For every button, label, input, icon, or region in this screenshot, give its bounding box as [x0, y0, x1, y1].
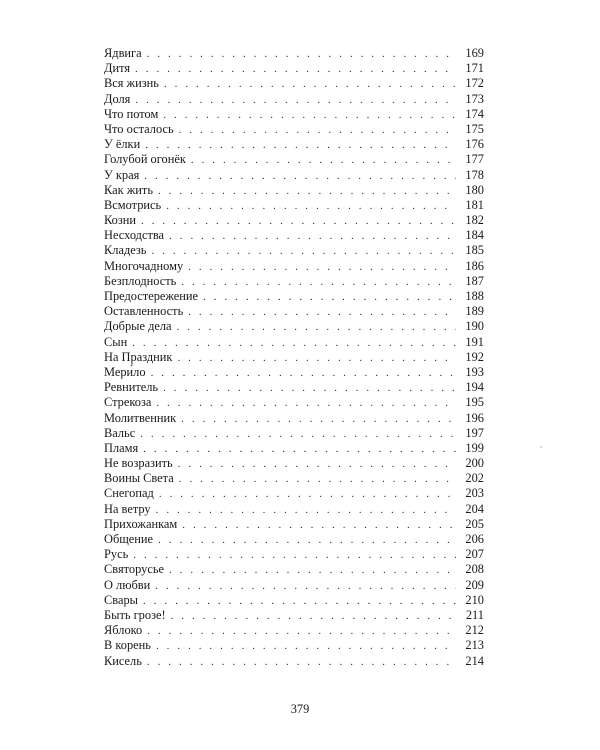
- toc-entry: [104, 471, 484, 486]
- toc-entry-title: Предостережение: [104, 289, 199, 303]
- toc-dot-leader: [164, 77, 456, 92]
- toc-entry-page-number: 181: [465, 197, 484, 212]
- toc-entry: [104, 365, 484, 380]
- toc-dot-leader: [151, 366, 456, 381]
- toc-dot-leader: [145, 138, 456, 153]
- toc-entry-title: Воины Света: [104, 471, 174, 486]
- toc-entry: [104, 61, 484, 76]
- toc-entry-title: На Праздник: [104, 349, 173, 364]
- toc-entry-page-number: 205: [465, 516, 484, 531]
- toc-entry-page-number: 209: [465, 577, 484, 592]
- toc-entry-title: Вся жизнь: [104, 76, 159, 91]
- toc-entry: [104, 76, 484, 91]
- toc-dot-leader: [151, 244, 456, 259]
- toc-entry-title: Снегопад: [104, 486, 154, 501]
- toc-dot-leader: [141, 214, 456, 229]
- toc-entry: [104, 350, 484, 365]
- toc-entry: [104, 304, 484, 319]
- toc-entry-page-number: 184: [465, 228, 484, 243]
- toc-dot-leader: [135, 93, 456, 108]
- toc-entry-page-number: 208: [465, 562, 484, 577]
- toc-entry-title: Несходства: [104, 228, 165, 243]
- toc-dot-leader: [181, 412, 456, 427]
- toc-entry-page-number: 211: [465, 607, 484, 622]
- toc-entry-page-number: 199: [465, 440, 484, 455]
- paper-speck: [540, 446, 542, 448]
- toc-entry: [104, 562, 484, 577]
- toc-entry-page-number: 185: [465, 243, 484, 258]
- toc-dot-leader: [188, 260, 456, 275]
- toc-entry-title: Святорусье: [104, 562, 164, 577]
- toc-entry-page-number: 193: [465, 364, 484, 379]
- toc-entry-title: Ядвига: [104, 46, 142, 60]
- toc-dot-leader: [178, 457, 456, 472]
- toc-entry-page-number: 188: [465, 289, 484, 303]
- toc-dot-leader: [191, 153, 456, 168]
- toc-dot-leader: [155, 579, 456, 594]
- toc-dot-leader: [147, 655, 456, 670]
- toc-entry-title: Быть грозе!: [104, 607, 166, 622]
- toc-entry-title: На ветру: [104, 501, 151, 516]
- toc-entry-title: Мери́ло: [104, 364, 146, 379]
- toc-entry: [104, 456, 484, 471]
- toc-entry-page-number: 189: [465, 304, 484, 319]
- toc-entry: [104, 411, 484, 426]
- toc-entry-page-number: 177: [465, 152, 484, 167]
- toc-entry-title: Кисель: [104, 653, 142, 668]
- toc-entry: [104, 638, 484, 653]
- toc-dot-leader: [156, 503, 456, 518]
- toc-entry: [104, 578, 484, 593]
- toc-entry-title: Молитвенник: [104, 410, 177, 425]
- toc-dot-leader: [132, 336, 456, 351]
- toc-entry-page-number: 196: [465, 410, 484, 425]
- page-number: 379: [290, 702, 310, 716]
- toc-entry-title: Добрые дела: [104, 319, 172, 334]
- toc-entry-title: У ёлки: [104, 137, 141, 152]
- toc-entry-page-number: 190: [465, 319, 484, 334]
- toc-entry: [104, 92, 484, 107]
- toc-entry: [104, 152, 484, 167]
- toc-entry-page-number: 200: [465, 456, 484, 471]
- toc-dot-leader: [144, 169, 456, 184]
- toc-entry-title: Доля: [104, 91, 131, 106]
- toc-entry-title: Общение: [104, 532, 154, 546]
- toc-entry-title: Свары: [104, 592, 138, 607]
- toc-entry: [104, 228, 484, 243]
- toc-dot-leader: [169, 563, 456, 578]
- toc-entry-title: Многочадному: [104, 258, 184, 273]
- toc-entry-page-number: 207: [465, 547, 484, 562]
- toc-dot-leader: [156, 639, 456, 654]
- toc-entry-title: Как жить: [104, 182, 153, 197]
- toc-dot-leader: [181, 275, 456, 290]
- toc-dot-leader: [163, 381, 456, 396]
- toc-dot-leader: [147, 47, 456, 62]
- toc-entry: [104, 107, 484, 122]
- toc-entry-title: Козни: [104, 213, 136, 228]
- toc-dot-leader: [203, 290, 456, 305]
- table-of-contents: [104, 46, 484, 669]
- toc-dot-leader: [156, 396, 456, 411]
- toc-entry-title: Яблоко: [104, 623, 143, 638]
- toc-entry-title: В корень: [104, 638, 151, 653]
- toc-entry-title: Прихожанкам: [104, 516, 178, 531]
- toc-entry: [104, 259, 484, 274]
- toc-entry-page-number: 202: [465, 471, 484, 486]
- toc-entry-page-number: 197: [465, 425, 484, 440]
- toc-dot-leader: [169, 229, 456, 244]
- toc-entry-page-number: 192: [465, 349, 484, 364]
- toc-entry-title: Кладезь: [104, 243, 147, 258]
- toc-entry: [104, 517, 484, 532]
- toc-dot-leader: [143, 594, 456, 609]
- toc-dot-leader: [158, 533, 456, 548]
- toc-entry-title: Стрекоза: [104, 395, 152, 410]
- toc-entry-page-number: 176: [465, 137, 484, 152]
- toc-entry-page-number: 213: [465, 638, 484, 653]
- toc-entry-page-number: 212: [465, 623, 484, 638]
- toc-dot-leader: [158, 184, 456, 199]
- toc-dot-leader: [147, 624, 456, 639]
- toc-dot-leader: [143, 442, 456, 457]
- toc-entry-page-number: 174: [465, 106, 484, 121]
- toc-entry-page-number: 182: [465, 213, 484, 228]
- toc-entry-page-number: 169: [465, 46, 484, 60]
- toc-entry-page-number: 178: [465, 167, 484, 182]
- toc-dot-leader: [188, 305, 456, 320]
- toc-dot-leader: [133, 548, 456, 563]
- toc-entry-title: Вальс: [104, 425, 136, 440]
- toc-entry: [104, 213, 484, 228]
- toc-entry-page-number: 187: [465, 273, 484, 288]
- toc-entry: [104, 319, 484, 334]
- toc-entry: [104, 137, 484, 152]
- toc-entry: [104, 608, 484, 623]
- toc-entry-page-number: 214: [465, 653, 484, 668]
- toc-dot-leader: [177, 351, 456, 366]
- toc-entry-title: Безплодность: [104, 273, 177, 288]
- toc-dot-leader: [179, 472, 456, 487]
- toc-entry: [104, 380, 484, 395]
- toc-entry-page-number: 180: [465, 182, 484, 197]
- toc-entry: [104, 243, 484, 258]
- toc-entry-title: У края: [104, 167, 140, 182]
- toc-dot-leader: [179, 123, 456, 138]
- toc-entry-page-number: 191: [465, 334, 484, 349]
- toc-entry: [104, 122, 484, 137]
- toc-entry: [104, 395, 484, 410]
- toc-entry-page-number: 171: [465, 61, 484, 76]
- toc-entry-title: Сын: [104, 334, 128, 349]
- toc-entry-page-number: 203: [465, 486, 484, 501]
- toc-entry-title: Пламя: [104, 440, 139, 455]
- toc-entry: [104, 532, 484, 547]
- toc-entry: [104, 547, 484, 562]
- toc-entry: [104, 486, 484, 501]
- toc-entry-title: Оставленность: [104, 304, 184, 319]
- toc-entry-title: Что осталось: [104, 121, 174, 136]
- toc-entry-page-number: 204: [465, 501, 484, 516]
- toc-entry-title: Дитя: [104, 61, 131, 76]
- toc-entry: [104, 168, 484, 183]
- toc-entry: [104, 623, 484, 638]
- toc-entry-title: Голубой огонёк: [104, 152, 186, 167]
- toc-entry: [104, 198, 484, 213]
- toc-entry-title: Ревнитель: [104, 380, 159, 395]
- toc-entry-page-number: 186: [465, 258, 484, 273]
- toc-entry-page-number: 206: [465, 532, 484, 546]
- toc-entry: [104, 274, 484, 289]
- toc-dot-leader: [159, 487, 456, 502]
- toc-entry-page-number: 195: [465, 395, 484, 410]
- toc-dot-leader: [166, 199, 456, 214]
- toc-dot-leader: [177, 320, 456, 335]
- toc-dot-leader: [163, 108, 456, 123]
- toc-entry: [104, 654, 484, 669]
- toc-entry-page-number: 210: [465, 592, 484, 607]
- toc-entry-page-number: 172: [465, 76, 484, 91]
- toc-entry-page-number: 175: [465, 121, 484, 136]
- toc-entry-page-number: 194: [465, 380, 484, 395]
- toc-entry: [104, 183, 484, 198]
- toc-entry-title: Что потом: [104, 106, 159, 121]
- toc-entry-title: О любви: [104, 577, 151, 592]
- toc-entry-title: Русь: [104, 547, 129, 562]
- toc-entry: [104, 46, 484, 61]
- toc-entry: [104, 502, 484, 517]
- toc-entry: [104, 441, 484, 456]
- toc-entry-title: Всмотрись: [104, 197, 162, 212]
- toc-dot-leader: [182, 518, 456, 533]
- toc-entry-title: Не возразить: [104, 456, 173, 471]
- toc-entry: [104, 593, 484, 608]
- toc-entry: [104, 335, 484, 350]
- toc-dot-leader: [171, 609, 456, 624]
- toc-entry: [104, 426, 484, 441]
- toc-entry-page-number: 173: [465, 91, 484, 106]
- toc-dot-leader: [135, 62, 456, 77]
- toc-dot-leader: [140, 427, 456, 442]
- toc-entry: [104, 289, 484, 304]
